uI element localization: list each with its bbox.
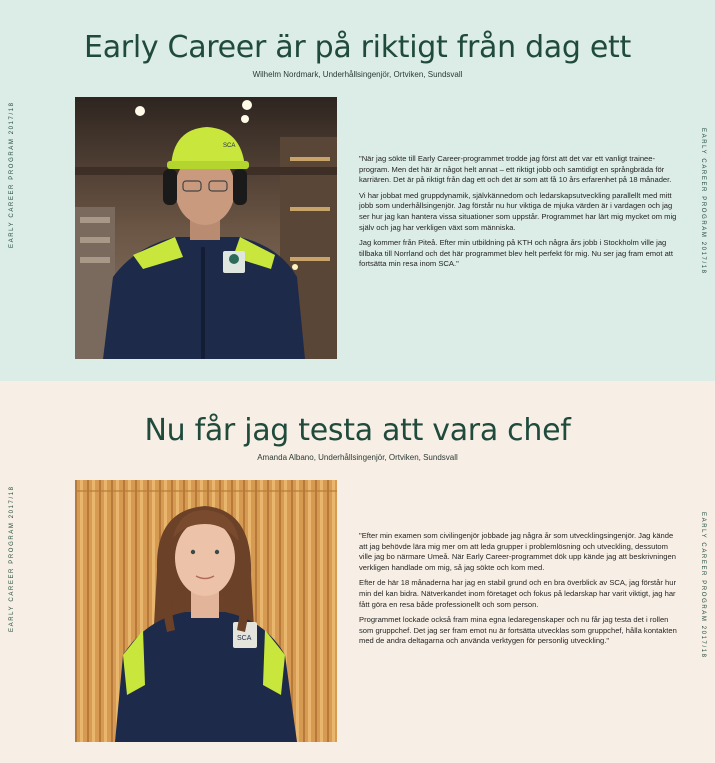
- quote-text: [359, 154, 679, 275]
- quote-paragraph: "Efter min examen som civilingenjör jobbade jag några år som utvecklingsingenjör. Jag kände att jag behövde lära mig mer om att leda grupper i problemlösning och utveckling, dessutom ville jag bo närmare Umeå. När Early Career-programmet dök upp kände jag att beskrivningen verkligen handlade om mig, så jag sökte och kom med.: [359, 531, 676, 572]
- section-title: Nu får jag testa att vara chef: [144, 413, 571, 448]
- side-label-left: EARLY CAREER PROGRAM 2017/18: [9, 485, 15, 632]
- profile-section-wilhelm: [0, 0, 715, 381]
- portrait-photo-wilhelm: [75, 97, 337, 359]
- profile-section-amanda: [0, 381, 715, 763]
- portrait-photo-amanda: [75, 480, 337, 742]
- quote-paragraph: Programmet lockade också fram mina egna ledaregenskaper och nu får jag testa det i rollen som gruppchef. Det jag ser fram emot nu är fortsätta utvecklas som gruppchef, hålla kontakten med de andra deltagarna och använda verktygen för personlig utveckling.": [359, 615, 677, 646]
- svg-text:SCA: SCA: [223, 143, 236, 149]
- quote-paragraph: Vi har jobbat med gruppdynamik, självkännedom och ledarskapsutveckling parallellt med mitt jobb som underhållsingenjör. Jag förstår nu hur viktiga de mjuka värden är i vardagen och jag ser hur jag kan hantera vissa situationer som uppstår. Programmet har lärt mig mycket om mig själv och jag har verkligen växt som människa.: [359, 190, 677, 232]
- quote-text: [359, 531, 679, 652]
- quote-paragraph: Efter de här 18 månaderna har jag en stabil grund och en bra överblick av SCA, jag förstår hur min del kan bidra. Nätverkandet inom företaget och fokus på ledarskap har varit viktigt, jag har fått göra en resa både professionellt och som person.: [359, 578, 677, 609]
- side-label-right: EARLY CAREER PROGRAM 2017/18: [700, 128, 706, 275]
- side-label-right: EARLY CAREER PROGRAM 2017/18: [700, 512, 706, 659]
- section-title: Early Career är på riktigt från dag ett: [84, 30, 631, 65]
- section-subtitle: Amanda Albano, Underhållsingenjör, Ortviken, Sundsvall: [257, 453, 458, 462]
- quote-paragraph: "När jag sökte till Early Career-programmet trodde jag först att det var ett vanligt trainee-program. Men det här är något helt annat – ett riktigt jobb och samtidigt en språngbräda för karriären. Det är på riktigt från dag ett och det är som att få 10 års erfarenhet på 18 månader.: [359, 154, 672, 185]
- quote-paragraph: Jag kommer från Piteå. Efter min utbildning på KTH och några års jobb i Stockholm ville jag tillbaka till Norrland och det här programmet blev helt perfekt för mig. Nu ser jag fram emot att fortsätta min resa inom SCA.": [359, 238, 674, 269]
- side-label-left: EARLY CAREER PROGRAM 2017/18: [9, 101, 15, 248]
- section-subtitle: Wilhelm Nordmark, Underhållsingenjör, Ortviken, Sundsvall: [252, 70, 463, 79]
- svg-text:SCA: SCA: [237, 635, 252, 642]
